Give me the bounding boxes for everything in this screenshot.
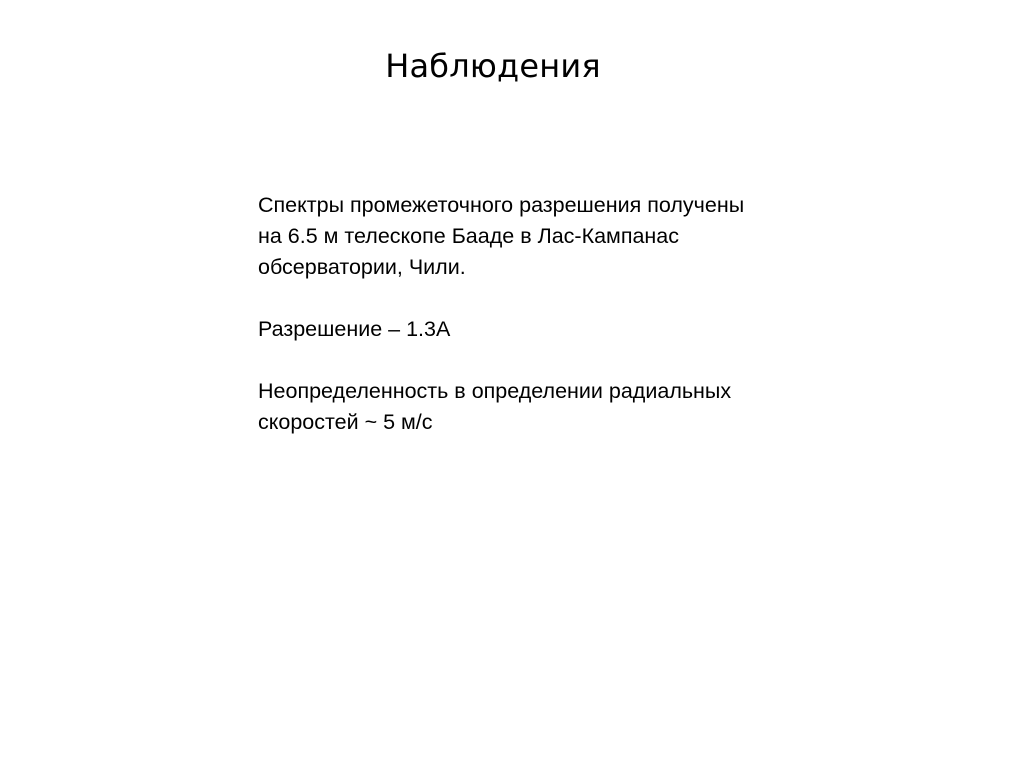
paragraph-velocity-uncertainty: Неопределенность в определении радиальных скоростей ~ 5 м/с (258, 379, 732, 434)
slide-body (258, 190, 878, 438)
paragraph-spectra-description: Спектры промежеточного разрешения получены на 6.5 м телескопе Бааде в Лас-Кампанас обсерватории, Чили. (258, 193, 745, 279)
slide-title: Наблюдения (385, 47, 601, 85)
paragraph-resolution: Разрешение – 1.3А (258, 317, 451, 341)
